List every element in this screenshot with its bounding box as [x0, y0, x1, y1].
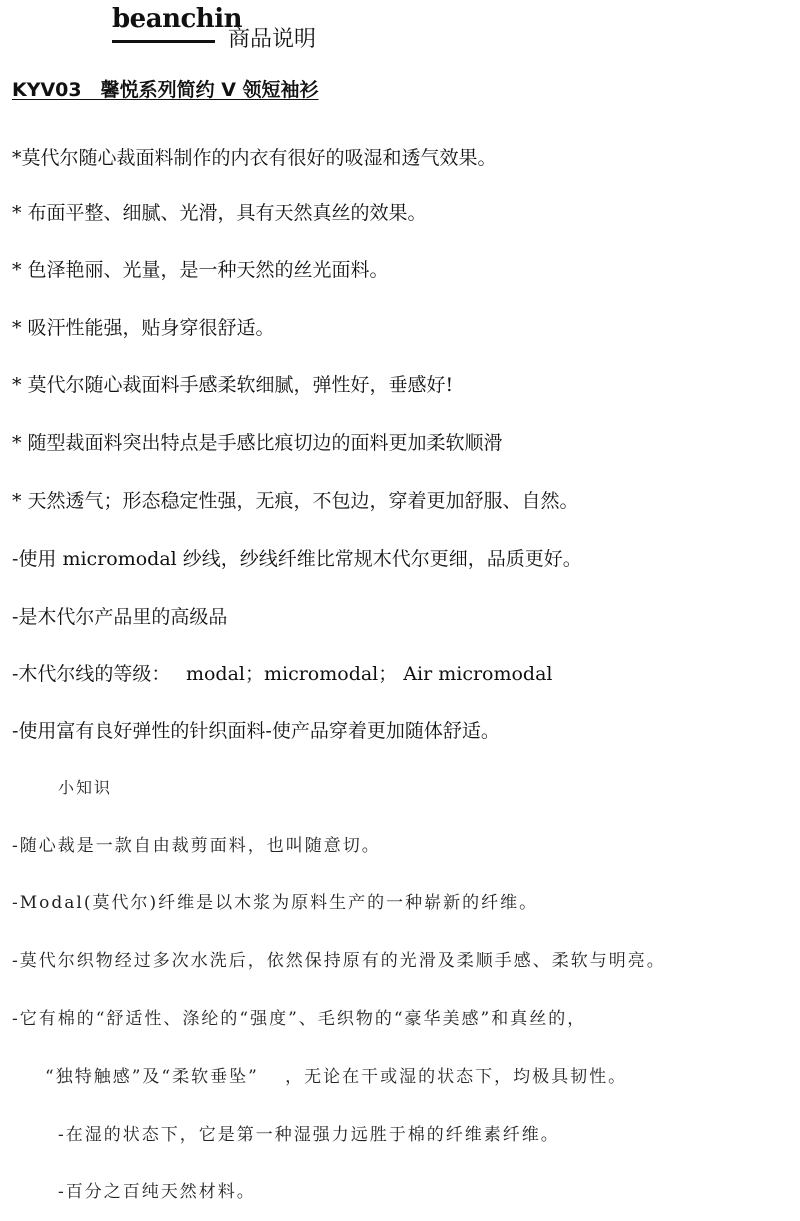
knowledge-line: “独特触感”及“柔软垂坠” ，无论在干或湿的状态下，均极具韧性。 — [45, 1067, 628, 1087]
feature-item: * 布面平整、细腻、光滑，具有天然真丝的效果。 — [12, 202, 427, 224]
knowledge-line: -随心裁是一款自由裁剪面料，也叫随意切。 — [12, 836, 381, 856]
feature-item: * 莫代尔随心裁面料手感柔软细腻，弹性好，垂感好! — [12, 374, 454, 396]
knowledge-line: -在湿的状态下，它是第一种湿强力远胜于棉的纤维素纤维。 — [58, 1125, 560, 1145]
feature-item: -是木代尔产品里的高级品 — [12, 606, 228, 628]
knowledge-line: -百分之百纯天然材料。 — [58, 1182, 256, 1202]
feature-item: *莫代尔随心裁面料制作的内衣有很好的吸湿和透气效果。 — [12, 147, 497, 169]
page-title: 商品说明 — [228, 27, 317, 52]
knowledge-line: -Modal(莫代尔)纤维是以木浆为原料生产的一种崭新的纤维。 — [12, 893, 539, 913]
feature-item: * 随型裁面料突出特点是手感比痕切边的面料更加柔软顺滑 — [12, 432, 503, 454]
knowledge-line: -它有棉的“舒适性、涤纶的“强度”、毛织物的“豪华美感”和真丝的， — [12, 1009, 587, 1029]
feature-item: * 天然透气；形态稳定性强，无痕，不包边，穿着更加舒服、自然。 — [12, 490, 579, 512]
knowledge-line: -莫代尔织物经过多次水洗后，依然保持原有的光滑及柔顺手感、柔软与明亮。 — [12, 951, 666, 971]
feature-item: -使用 micromodal 纱线，纱线纤维比常规木代尔更细，品质更好。 — [12, 548, 582, 570]
logo-underline — [112, 40, 215, 43]
knowledge-heading: 小知识 — [58, 778, 113, 797]
brand-logo: beanchin — [112, 4, 242, 34]
product-title: KYV03 馨悦系列简约 V 领短袖衫 — [12, 79, 319, 101]
feature-item: * 吸汗性能强，贴身穿很舒适。 — [12, 317, 275, 339]
feature-item: -木代尔线的等级： modal；micromodal； Air micromodal — [12, 663, 553, 685]
feature-item: -使用富有良好弹性的针织面料-使产品穿着更加随体舒适。 — [12, 720, 500, 742]
feature-item: * 色泽艳丽、光量，是一种天然的丝光面料。 — [12, 259, 389, 281]
